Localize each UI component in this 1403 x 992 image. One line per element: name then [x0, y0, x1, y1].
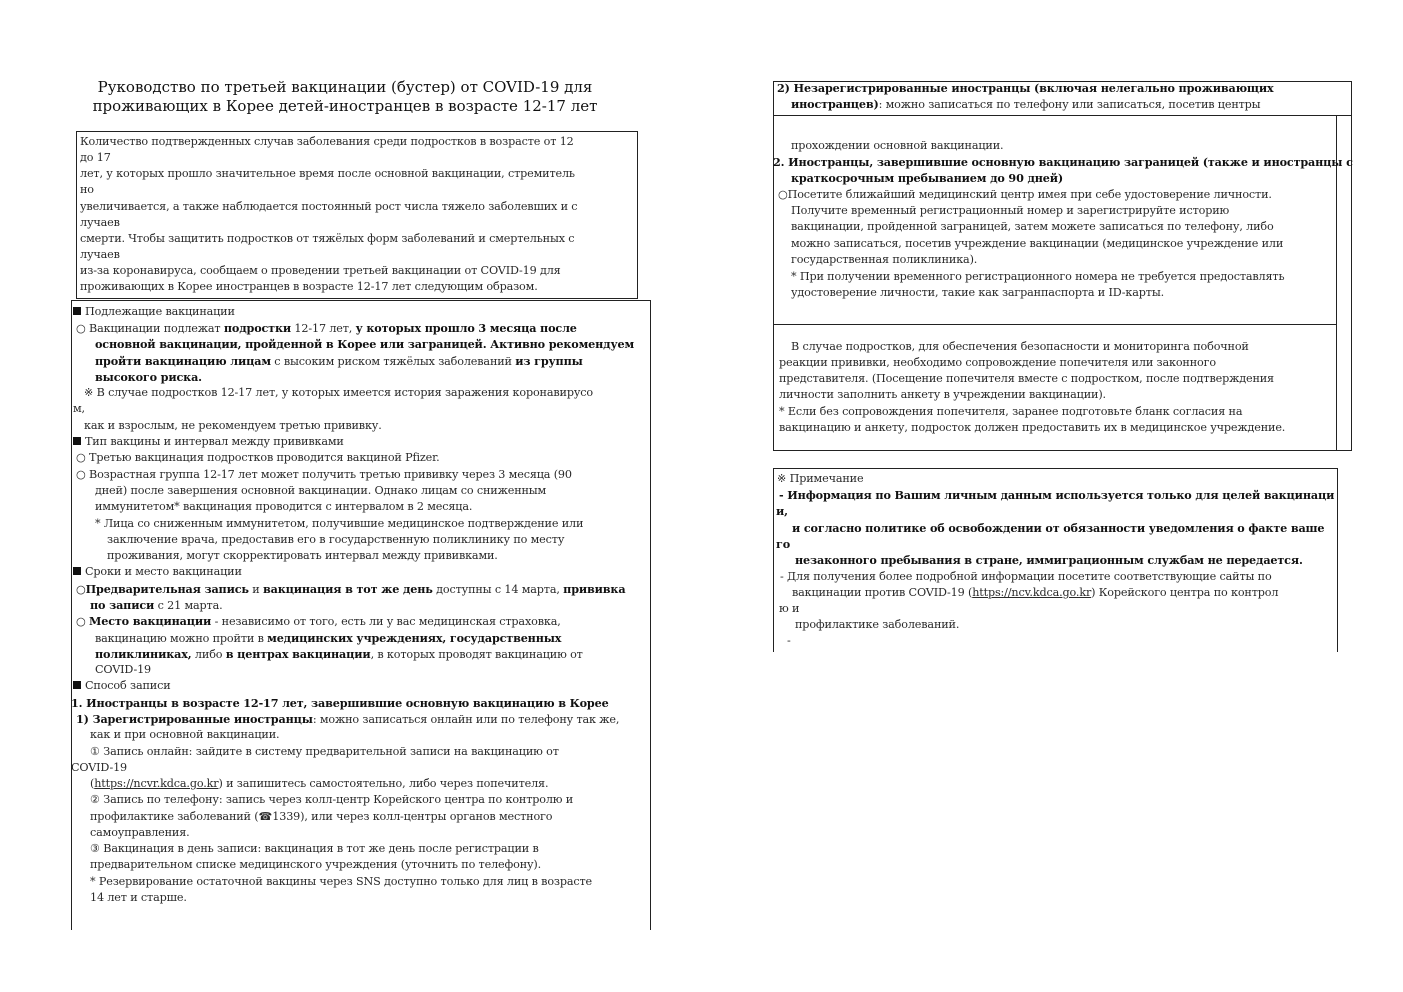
- abroad-line: ○Посетите ближайший медицинский центр имея при себе удостоверение личности.: [778, 188, 1272, 201]
- section-heading-eligibility: [73, 304, 235, 320]
- registration-line: ① Запись онлайн: зайдите в систему предварительной записи на вакцинацию от: [90, 745, 559, 758]
- title-line-1: Руководство по третьей вакцинации (бустер) от COVID-19 для: [97, 78, 593, 96]
- registration-line: самоуправления.: [90, 826, 190, 839]
- section-heading-vaccine-type: [73, 434, 344, 450]
- vaccine-line: дней) после завершения основной вакцинации. Однако лицам со сниженным: [95, 484, 547, 497]
- square-bullet-icon: [73, 681, 81, 689]
- abroad-line: 2. Иностранцы, завершившие основную вакцинацию заграницей (также и иностранцы с: [773, 155, 1353, 169]
- note-line: и согласно политике об освобождении от обязанности уведомления о факте ваше: [792, 521, 1325, 535]
- registration-line: 1. Иностранцы в возрасте 12-17 лет, завершившие основную вакцинацию в Корее: [71, 696, 609, 710]
- guardian-line: реакции прививки, необходимо сопровождение попечителя или законного: [779, 356, 1216, 369]
- note-line: вакцинации против COVID-19 (https://ncv.kdca.go.kr) Корейского центра по контрол: [792, 586, 1279, 599]
- note-line: профилактике заболеваний.: [795, 618, 960, 631]
- intro-line: лучаев: [80, 248, 120, 261]
- intro-line: но: [80, 183, 94, 196]
- square-bullet-icon: [73, 437, 81, 445]
- guardian-line: представителя. (Посещение попечителя вместе с подростком, после подтверждения: [779, 372, 1274, 385]
- divider: [773, 324, 1336, 325]
- schedule-line: ○ Место вакцинации - независимо от того, есть ли у вас медицинская страховка,: [76, 614, 561, 628]
- intro-line: лучаев: [80, 216, 120, 229]
- vaccine-line: ○ Возрастная группа 12-17 лет может получить третью прививку через 3 месяца (90: [76, 468, 572, 481]
- abroad-line: удостоверение личности, такие как загранпаспорта и ID-карты.: [791, 286, 1165, 299]
- eligibility-note: как и взрослым, не рекомендуем третью прививку.: [84, 419, 382, 432]
- abroad-line: можно записаться, посетив учреждение вакцинации (медицинское учреждение или: [791, 237, 1284, 250]
- abroad-line: Получите временный регистрационный номер и зарегистрируйте историю: [791, 204, 1230, 217]
- note-line: го: [776, 537, 791, 551]
- abroad-line: государственная поликлиника).: [791, 253, 978, 266]
- schedule-line: по записи с 21 марта.: [90, 598, 223, 612]
- divider: [773, 115, 1352, 116]
- section-heading-text: Способ записи: [85, 679, 171, 692]
- intro-line: смерти. Чтобы защитить подростков от тяжёлых форм заболеваний и смертельных с: [80, 232, 575, 245]
- ncvr-link[interactable]: https://ncvr.kdca.go.kr: [94, 777, 219, 790]
- vaccine-line: ○ Третью вакцинация подростков проводится вакциной Pfizer.: [76, 451, 440, 464]
- square-bullet-icon: [73, 567, 81, 575]
- registration-line: 1) Зарегистрированные иностранцы: можно записаться онлайн или по телефону так же,: [76, 712, 620, 726]
- eligibility-line: высокого риска.: [95, 370, 202, 384]
- eligibility-note: м,: [73, 402, 85, 415]
- section-heading-schedule: [73, 564, 242, 580]
- note-heading: ※ Примечание: [777, 472, 864, 485]
- abroad-line: прохождении основной вакцинации.: [791, 139, 1004, 152]
- intro-line: Количество подтвержденных случав заболевания среди подростков в возрасте от 12: [80, 135, 574, 148]
- vaccine-line: проживания, могут скорректировать интервал между прививками.: [107, 549, 498, 562]
- intro-line: до 17: [80, 151, 111, 164]
- schedule-line: ○Предварительная запись и вакцинация в тот же день доступны с 14 марта, прививка: [76, 582, 626, 596]
- section-heading-text: Подлежащие вакцинации: [85, 305, 235, 318]
- schedule-line: вакцинацию можно пройти в медицинских учреждениях, государственных: [95, 631, 562, 645]
- square-bullet-icon: [73, 307, 81, 315]
- guardian-line: В случае подростков, для обеспечения безопасности и мониторинга побочной: [791, 340, 1249, 353]
- unregistered-line: иностранцев): можно записаться по телефону или записаться, посетив центры: [791, 97, 1261, 111]
- section-heading-text: Тип вакцины и интервал между прививками: [85, 435, 344, 448]
- guardian-line: вакцинацию и анкету, подросток должен предоставить их в медицинское учреждение.: [779, 421, 1286, 434]
- vaccine-line: * Лица со сниженным иммунитетом, получившие медицинское подтверждение или: [95, 517, 584, 530]
- note-line: - Информация по Вашим личным данным используется только для целей вакцинаци: [779, 488, 1335, 502]
- eligibility-line: основной вакцинации, пройденной в Корее или заграницей. Активно рекомендуем: [95, 337, 635, 351]
- registration-line: * Резервирование остаточной вакцины через SNS доступно только для лиц в возрасте: [90, 875, 593, 888]
- intro-line: из-за коронавируса, сообщаем о проведении третьей вакцинации от COVID-19 для: [80, 264, 561, 277]
- registration-line: ③ Вакцинация в день записи: вакцинация в тот же день после регистрации в: [90, 842, 539, 855]
- schedule-line: поликлиниках, либо в центрах вакцинации, в которых проводят вакцинацию от: [95, 647, 583, 661]
- section-heading-text: Сроки и место вакцинации: [85, 565, 242, 578]
- note-line: незаконного пребывания в стране, иммиграционным службам не передается.: [795, 553, 1303, 567]
- note-line: и,: [776, 504, 788, 518]
- registration-line: профилактике заболеваний (☎1339), или через колл-центры органов местного: [90, 810, 553, 823]
- note-line: -: [787, 634, 791, 647]
- intro-line: увеличивается, а также наблюдается постоянный рост числа тяжело заболевших и с: [80, 200, 578, 213]
- registration-line: COVID-19: [71, 761, 128, 774]
- ncv-link[interactable]: https://ncv.kdca.go.kr: [972, 586, 1092, 599]
- abroad-line: краткосрочным пребыванием до 90 дней): [791, 171, 1064, 185]
- registration-line: ② Запись по телефону: запись через колл-центр Корейского центра по контролю и: [90, 793, 574, 806]
- eligibility-line: ○ Вакцинации подлежат подростки 12-17 лет, у которых прошло 3 месяца после: [76, 321, 577, 335]
- vaccine-line: заключение врача, предоставив его в государственную поликлинику по месту: [107, 533, 565, 546]
- note-line: ю и: [779, 602, 800, 615]
- intro-line: проживающих в Корее иностранцев в возрасте 12-17 лет следующим образом.: [80, 280, 538, 293]
- registration-line: 14 лет и старше.: [90, 891, 187, 904]
- vaccine-line: иммунитетом* вакцинация проводится с интервалом в 2 месяца.: [95, 500, 473, 513]
- registration-line: (https://ncvr.kdca.go.kr) и запишитесь самостоятельно, либо через попечителя.: [90, 777, 549, 790]
- registration-line: как и при основной вакцинации.: [90, 728, 280, 741]
- intro-line: лет, у которых прошло значительное время после основной вакцинации, стремитель: [80, 167, 575, 180]
- title-line-2: проживающих в Корее детей-иностранцев в возрасте 12-17 лет: [92, 97, 598, 115]
- abroad-line: вакцинации, пройденной заграницей, затем можете записаться по телефону, либо: [791, 220, 1274, 233]
- section-heading-registration: [73, 678, 171, 694]
- guardian-line: * Если без сопровождения попечителя, заранее подготовьте бланк согласия на: [779, 405, 1243, 418]
- schedule-line: COVID-19: [95, 663, 152, 676]
- note-line: - Для получения более подробной информации посетите соответствующие сайты по: [780, 570, 1272, 583]
- eligibility-note: ※ В случае подростков 12-17 лет, у которых имеется история заражения коронавирусо: [84, 386, 593, 399]
- registration-line: предварительном списке медицинского учреждения (уточнить по телефону).: [90, 858, 542, 871]
- abroad-line: * При получении временного регистрационного номера не требуется предоставлять: [791, 270, 1285, 283]
- unregistered-line: 2) Незарегистрированные иностранцы (включая нелегально проживающих: [777, 81, 1274, 95]
- eligibility-line: пройти вакцинацию лицам с высоким риском тяжёлых заболеваний из группы: [95, 354, 583, 368]
- guardian-line: личности заполнить анкету в учреждении вакцинации).: [779, 388, 1106, 401]
- document-title: [85, 78, 605, 116]
